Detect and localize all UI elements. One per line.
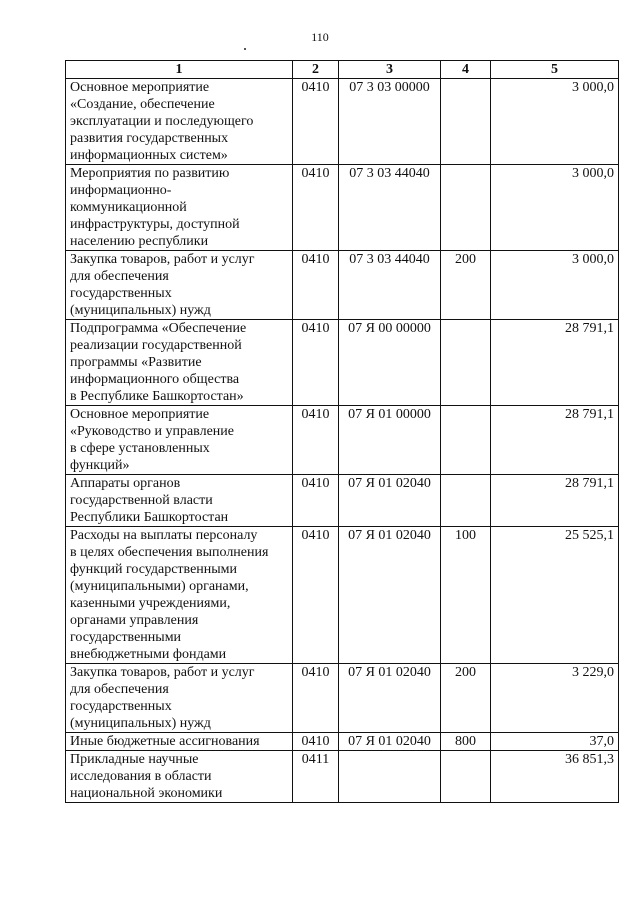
header-col-5: 5 xyxy=(491,61,619,79)
header-col-4: 4 xyxy=(441,61,491,79)
header-col-2: 2 xyxy=(293,61,339,79)
row-amount: 3 000,0 xyxy=(491,165,619,251)
row-name: Основное мероприятие «Руководство и управление в сфере установленных функций» xyxy=(66,406,293,475)
row-amount: 28 791,1 xyxy=(491,475,619,527)
table-row xyxy=(66,751,619,803)
row-expense-type xyxy=(441,165,491,251)
row-expense-type: 100 xyxy=(441,527,491,664)
row-name: Мероприятия по развитию информационно- коммуникационной инфраструктуры, доступной населению республики xyxy=(66,165,293,251)
table-row xyxy=(66,79,619,165)
row-name: Иные бюджетные ассигнования xyxy=(66,733,293,751)
row-amount: 36 851,3 xyxy=(491,751,619,803)
row-target-code: 07 Я 01 02040 xyxy=(339,527,441,664)
row-section: 0410 xyxy=(293,664,339,733)
row-name: Расходы на выплаты персоналу в целях обеспечения выполнения функций государственными (муниципальными) органами, казенными учреждениями, органами управления государственными внебюджетными фондами xyxy=(66,527,293,664)
row-section: 0410 xyxy=(293,527,339,664)
page-number: 110 xyxy=(311,30,329,44)
row-name: Подпрограмма «Обеспечение реализации государственной программы «Развитие информационного общества в Республике Башкортостан» xyxy=(66,320,293,406)
table-row xyxy=(66,406,619,475)
table-row xyxy=(66,165,619,251)
row-section: 0410 xyxy=(293,406,339,475)
row-expense-type: 800 xyxy=(441,733,491,751)
table-row xyxy=(66,733,619,751)
row-expense-type xyxy=(441,475,491,527)
table-row xyxy=(66,251,619,320)
header-row xyxy=(66,61,619,79)
header-col-3: 3 xyxy=(339,61,441,79)
row-amount: 37,0 xyxy=(491,733,619,751)
row-amount: 3 000,0 xyxy=(491,79,619,165)
row-target-code: 07 Я 01 02040 xyxy=(339,664,441,733)
row-section: 0410 xyxy=(293,733,339,751)
row-amount: 3 000,0 xyxy=(491,251,619,320)
row-section: 0410 xyxy=(293,165,339,251)
table-row xyxy=(66,664,619,733)
row-expense-type: 200 xyxy=(441,664,491,733)
row-section: 0410 xyxy=(293,320,339,406)
row-name: Прикладные научные исследования в области национальной экономики xyxy=(66,751,293,803)
budget-table xyxy=(65,60,619,803)
row-amount: 28 791,1 xyxy=(491,320,619,406)
row-target-code: 07 3 03 44040 xyxy=(339,165,441,251)
row-section: 0411 xyxy=(293,751,339,803)
row-name: Основное мероприятие «Создание, обеспечение эксплуатации и последующего развития государственных информационных систем» xyxy=(66,79,293,165)
row-target-code xyxy=(339,751,441,803)
row-name: Аппараты органов государственной власти Республики Башкортостан xyxy=(66,475,293,527)
row-section: 0410 xyxy=(293,475,339,527)
row-name: Закупка товаров, работ и услуг для обеспечения государственных (муниципальных) нужд xyxy=(66,251,293,320)
row-amount: 25 525,1 xyxy=(491,527,619,664)
row-target-code: 07 Я 01 00000 xyxy=(339,406,441,475)
table-row xyxy=(66,320,619,406)
row-target-code: 07 Я 00 00000 xyxy=(339,320,441,406)
row-expense-type: 200 xyxy=(441,251,491,320)
scan-speck xyxy=(244,48,246,50)
row-expense-type xyxy=(441,320,491,406)
table-row xyxy=(66,475,619,527)
table-row xyxy=(66,527,619,664)
row-section: 0410 xyxy=(293,79,339,165)
row-target-code: 07 Я 01 02040 xyxy=(339,733,441,751)
row-expense-type xyxy=(441,406,491,475)
row-expense-type xyxy=(441,79,491,165)
row-target-code: 07 3 03 44040 xyxy=(339,251,441,320)
row-expense-type xyxy=(441,751,491,803)
row-target-code: 07 Я 01 02040 xyxy=(339,475,441,527)
row-amount: 3 229,0 xyxy=(491,664,619,733)
row-name: Закупка товаров, работ и услуг для обеспечения государственных (муниципальных) нужд xyxy=(66,664,293,733)
row-target-code: 07 3 03 00000 xyxy=(339,79,441,165)
row-amount: 28 791,1 xyxy=(491,406,619,475)
row-section: 0410 xyxy=(293,251,339,320)
header-col-1: 1 xyxy=(66,61,293,79)
